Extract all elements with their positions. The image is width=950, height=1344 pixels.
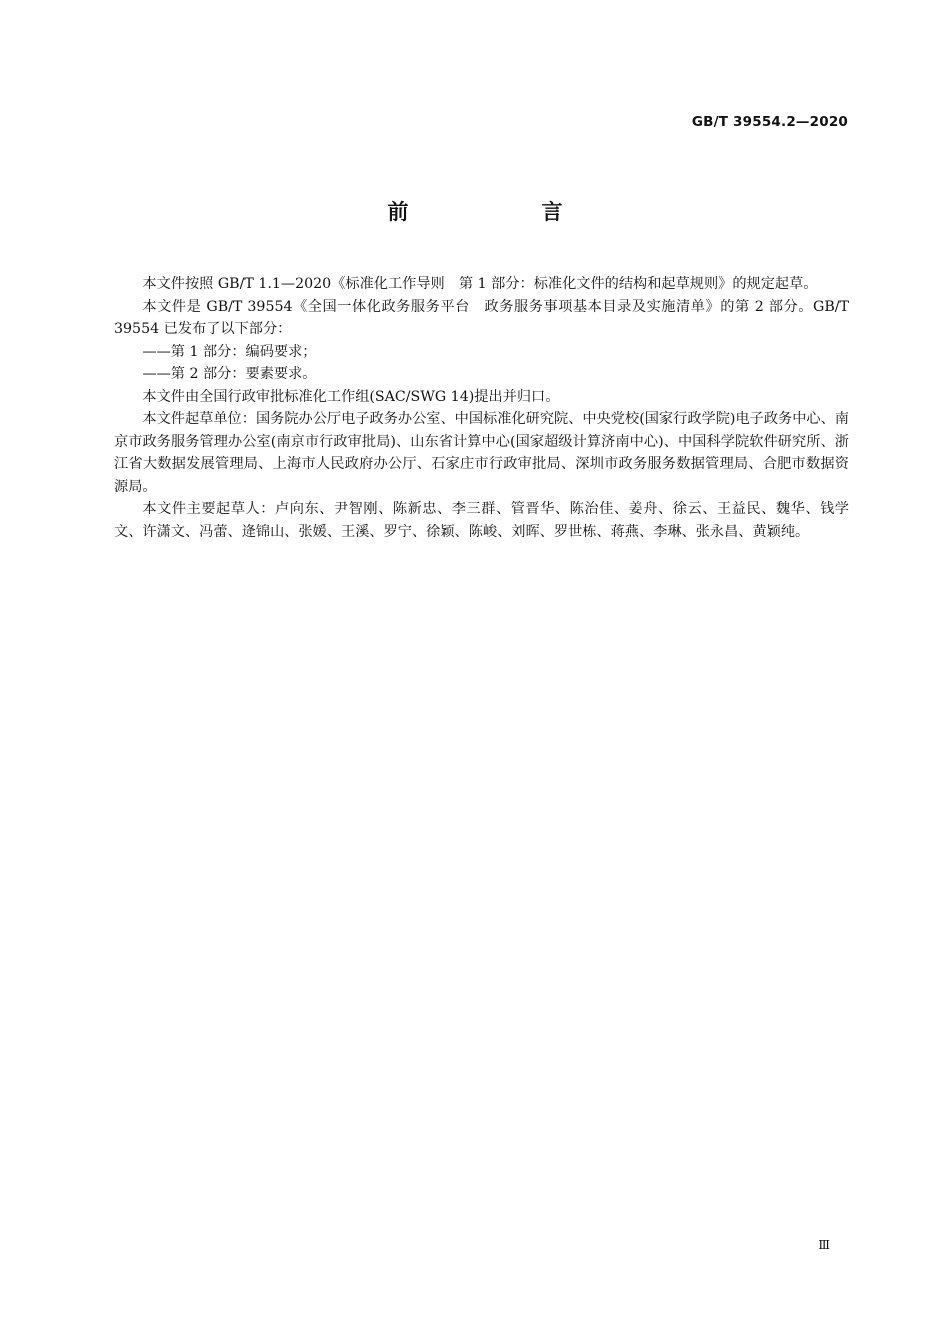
foreword-body <box>114 273 849 543</box>
paragraph-drafting-rules: 本文件按照 GB/T 1.1—2020《标准化工作导则 第 1 部分：标准化文件的结构和起草规则》的规定起草。 <box>142 276 818 292</box>
list-item-part-2: ——第 2 部分：要素要求。 <box>142 366 317 382</box>
page-number: Ⅲ <box>818 1238 830 1252</box>
paragraph-proposer: 本文件由全国行政审批标准化工作组(SAC/SWG 14)提出并归口。 <box>142 388 560 405</box>
page-title: 前 言 <box>387 200 619 224</box>
paragraph-drafters: 本文件主要起草人：卢向东、尹智刚、陈新忠、李三群、管晋华、陈治佳、姜舟、徐云、王益民、魏华、钱学文、许潇文、冯蕾、逄锦山、张媛、王溪、罗宁、徐颖、陈峻、刘晖、罗世栋、蒋燕、李琳、张永昌、黄颖纯。 <box>114 501 849 540</box>
standard-code: GB/T 39554.2—2020 <box>691 114 848 130</box>
paragraph-drafting-organizations: 本文件起草单位：国务院办公厅电子政务办公室、中国标准化研究院、中央党校(国家行政学院)电子政务中心、南京市政务服务管理办公室(南京市行政审批局)、山东省计算中心(国家超级计算济南中心)、中国科学院软件研究所、浙江省大数据发展管理局、上海市人民政府办公厅、石家庄市行政审批局、深圳市政务服务数据管理局、合肥市数据资源局。 <box>114 411 849 495</box>
list-item-part-1: ——第 1 部分：编码要求； <box>142 343 317 360</box>
paragraph-series-part: 本文件是 GB/T 39554《全国一体化政务服务平台 政务服务事项基本目录及实施清单》的第 2 部分。GB/T 39554 已发布了以下部分： <box>114 298 849 337</box>
